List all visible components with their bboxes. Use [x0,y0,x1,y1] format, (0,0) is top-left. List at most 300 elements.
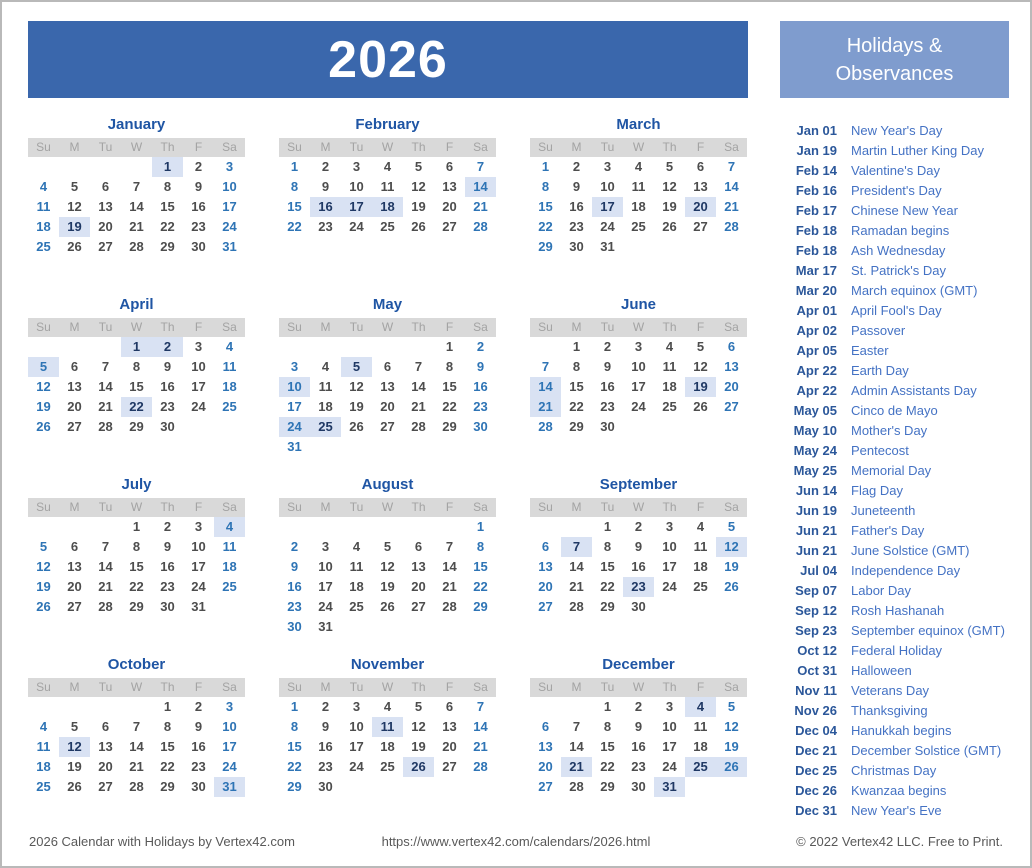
date-cell: 15 [600,739,615,754]
date-cell: 17 [287,399,302,414]
date-cell: 9 [634,539,643,554]
dow-w: W [130,320,143,334]
date-cell: 28 [473,759,488,774]
date-cell: 25 [685,757,716,777]
date-cell: 13 [442,719,457,734]
dow-m: M [571,320,582,334]
date-cell: 11 [372,717,403,737]
month-september [530,474,747,654]
month-title: April [119,296,154,313]
holiday-name: December Solstice (GMT) [851,743,1002,758]
date-cell: 16 [569,199,584,214]
date-cell: 29 [129,419,144,434]
dow-su: Su [36,140,51,154]
month-title: November [350,656,425,673]
date-cell: 24 [600,219,615,234]
date-cell: 28 [129,239,144,254]
holiday-name: Labor Day [851,583,911,598]
dow-w: W [381,320,394,334]
date-cell: 18 [318,399,333,414]
dates-grid [279,157,496,237]
holiday-name: Chinese New Year [851,203,958,218]
date-cell: 1 [445,339,454,354]
date-cell-empty [530,697,561,717]
date-cell: 15 [442,379,457,394]
holiday-row [790,121,1005,141]
date-cell: 1 [132,519,141,534]
holiday-date: Jun 19 [795,503,837,518]
date-cell: 5 [414,699,423,714]
date-cell: 2 [634,699,643,714]
holiday-date: Oct 12 [797,643,837,658]
dow-tu: Tu [98,320,113,334]
holiday-row [790,281,1005,301]
date-cell: 5 [665,159,674,174]
dow-m: M [320,500,331,514]
dow-su: Su [36,680,51,694]
date-cell: 7 [414,359,423,374]
date-cell: 25 [310,417,341,437]
holidays-observances-title: Holidays & Observances [835,34,954,85]
dow-su: Su [538,320,553,334]
date-cell: 25 [36,779,51,794]
date-cell: 19 [349,399,364,414]
dow-f: F [696,140,705,154]
date-cell: 12 [67,199,82,214]
date-cell: 19 [411,739,426,754]
date-cell: 25 [222,399,237,414]
date-cell: 17 [191,559,206,574]
date-cell: 28 [442,599,457,614]
holiday-row [790,561,1005,581]
date-cell: 17 [341,197,372,217]
holiday-date: May 24 [793,443,837,458]
holiday-row [790,301,1005,321]
dow-sa: Sa [473,140,488,154]
date-cell: 30 [569,239,584,254]
dow-w: W [632,500,645,514]
dow-f: F [194,500,203,514]
date-cell: 4 [634,159,643,174]
holiday-row [790,641,1005,661]
date-cell: 18 [631,199,646,214]
date-cell: 1 [290,699,299,714]
holiday-date: May 25 [793,463,837,478]
holiday-name: Veterans Day [851,683,930,698]
date-cell: 27 [442,219,457,234]
date-cell: 28 [538,419,553,434]
date-cell: 30 [631,599,646,614]
dow-sa: Sa [222,140,237,154]
date-cell: 26 [67,779,82,794]
date-cell: 11 [662,359,677,374]
holiday-name: President's Day [851,183,942,198]
date-cell: 26 [411,219,426,234]
dow-f: F [194,680,203,694]
date-cell: 13 [538,559,553,574]
date-cell: 10 [631,359,646,374]
date-cell: 4 [39,179,48,194]
day-of-week-header [530,498,747,517]
holiday-date: Oct 31 [797,663,837,678]
date-cell: 9 [194,719,203,734]
date-cell: 19 [662,199,677,214]
date-cell-empty [341,517,372,537]
dates-grid [530,157,747,257]
date-cell: 17 [662,559,677,574]
date-cell-empty [28,337,59,357]
date-cell: 9 [163,539,172,554]
dow-m: M [320,680,331,694]
holiday-row [790,501,1005,521]
date-cell: 18 [372,197,403,217]
date-cell: 9 [603,359,612,374]
dow-th: Th [411,140,426,154]
date-cell: 1 [163,699,172,714]
date-cell: 16 [160,379,175,394]
date-cell: 11 [36,199,51,214]
date-cell: 10 [191,359,206,374]
date-cell: 7 [132,179,141,194]
dow-sa: Sa [222,320,237,334]
dow-m: M [571,500,582,514]
holiday-date: Jun 14 [795,483,837,498]
holiday-name: Father's Day [851,523,925,538]
dow-tu: Tu [349,500,364,514]
date-cell: 3 [225,159,234,174]
date-cell: 7 [476,159,485,174]
date-cell: 21 [724,199,739,214]
date-cell: 18 [349,579,364,594]
holiday-row [790,361,1005,381]
date-cell: 15 [600,559,615,574]
date-cell: 4 [352,539,361,554]
date-cell: 27 [411,599,426,614]
date-cell: 2 [321,159,330,174]
date-cell-empty [561,517,592,537]
date-cell: 26 [36,599,51,614]
holiday-date: Feb 18 [795,243,837,258]
day-of-week-header [279,678,496,697]
date-cell: 28 [724,219,739,234]
date-cell: 22 [600,579,615,594]
holiday-date: Feb 16 [795,183,837,198]
dow-sa: Sa [473,320,488,334]
date-cell: 21 [569,579,584,594]
holiday-date: Apr 02 [796,323,837,338]
date-cell: 14 [442,559,457,574]
holiday-name: Memorial Day [851,463,932,478]
holiday-date: Dec 21 [795,743,837,758]
dow-su: Su [287,320,302,334]
dates-grid [28,337,245,437]
holiday-date: Dec 31 [795,803,837,818]
date-cell: 8 [476,539,485,554]
holiday-row [790,541,1005,561]
holiday-name: Federal Holiday [851,643,943,658]
date-cell: 8 [603,719,612,734]
date-cell: 24 [222,219,237,234]
date-cell: 9 [321,179,330,194]
date-cell: 17 [191,379,206,394]
date-cell: 20 [67,399,82,414]
date-cell: 21 [530,397,561,417]
holiday-date: Apr 01 [796,303,837,318]
date-cell: 25 [380,219,395,234]
holiday-date: Jan 19 [796,143,837,158]
date-cell: 6 [445,159,454,174]
dow-sa: Sa [473,500,488,514]
date-cell: 29 [129,599,144,614]
date-cell: 19 [411,199,426,214]
date-cell-empty [28,697,59,717]
date-cell: 25 [631,219,646,234]
dow-tu: Tu [98,680,113,694]
dow-w: W [632,320,645,334]
dates-grid [279,517,496,637]
date-cell: 12 [662,179,677,194]
dow-m: M [69,320,80,334]
date-cell: 2 [163,519,172,534]
date-cell: 1 [541,159,550,174]
holiday-date: Feb 18 [795,223,837,238]
date-cell: 8 [163,719,172,734]
date-cell: 23 [318,759,333,774]
dow-w: W [130,500,143,514]
date-cell: 7 [727,159,736,174]
date-cell: 3 [352,699,361,714]
date-cell: 7 [101,539,110,554]
date-cell: 10 [279,377,310,397]
month-july [28,474,245,654]
day-of-week-header [279,498,496,517]
date-cell: 2 [634,519,643,534]
dow-tu: Tu [349,140,364,154]
month-title: March [616,116,661,133]
date-cell: 7 [132,719,141,734]
date-cell: 20 [98,219,113,234]
date-cell: 28 [129,779,144,794]
date-cell: 25 [222,579,237,594]
date-cell: 1 [603,519,612,534]
dow-f: F [194,320,203,334]
date-cell: 18 [36,759,51,774]
date-cell: 6 [383,359,392,374]
holiday-name: June Solstice (GMT) [851,543,970,558]
dow-sa: Sa [724,320,739,334]
dow-w: W [381,500,394,514]
date-cell: 30 [318,779,333,794]
day-of-week-header [530,678,747,697]
holiday-row [790,781,1005,801]
date-cell: 7 [445,539,454,554]
date-cell: 26 [403,757,434,777]
holiday-name: Hanukkah begins [851,723,952,738]
date-cell-empty [121,157,152,177]
dates-grid [28,157,245,257]
date-cell: 16 [473,379,488,394]
holiday-row [790,441,1005,461]
date-cell: 31 [287,439,302,454]
holiday-row [790,161,1005,181]
date-cell: 18 [693,739,708,754]
dow-th: Th [160,680,175,694]
date-cell: 13 [724,359,739,374]
date-cell: 2 [194,159,203,174]
dow-tu: Tu [600,140,615,154]
date-cell: 22 [160,759,175,774]
holiday-name: Flag Day [851,483,904,498]
date-cell: 19 [36,399,51,414]
date-cell: 7 [541,359,550,374]
holiday-name: September equinox (GMT) [851,623,1005,638]
date-cell: 29 [287,779,302,794]
holiday-date: Nov 26 [794,703,837,718]
date-cell: 17 [349,739,364,754]
date-cell: 5 [696,339,705,354]
holiday-row [790,201,1005,221]
holiday-date: Jun 21 [795,543,837,558]
holiday-row [790,761,1005,781]
date-cell: 20 [685,197,716,217]
dow-su: Su [538,680,553,694]
holiday-name: New Year's Eve [851,803,942,818]
date-cell: 15 [160,739,175,754]
date-cell: 6 [414,539,423,554]
date-cell: 27 [538,779,553,794]
month-may [279,294,496,474]
date-cell: 12 [36,379,51,394]
holidays-observances-banner [780,21,1009,98]
dow-m: M [571,680,582,694]
date-cell: 15 [129,379,144,394]
date-cell: 31 [654,777,685,797]
dow-m: M [571,140,582,154]
date-cell: 4 [383,159,392,174]
holiday-name: Earth Day [851,363,909,378]
date-cell: 4 [685,697,716,717]
date-cell: 26 [349,419,364,434]
date-cell: 12 [380,559,395,574]
month-title: September [599,476,678,493]
date-cell: 28 [98,599,113,614]
date-cell: 2 [194,699,203,714]
date-cell: 31 [214,777,245,797]
dates-grid [530,697,747,797]
month-november [279,654,496,834]
date-cell-empty [372,337,403,357]
date-cell: 17 [222,199,237,214]
date-cell: 13 [380,379,395,394]
date-cell: 9 [476,359,485,374]
dates-grid [279,697,496,797]
dow-tu: Tu [98,140,113,154]
date-cell: 15 [473,559,488,574]
date-cell: 3 [603,159,612,174]
date-cell: 10 [318,559,333,574]
date-cell: 11 [222,359,237,374]
holiday-name: Ash Wednesday [851,243,946,258]
date-cell: 30 [160,419,175,434]
dow-f: F [696,500,705,514]
holiday-date: Sep 23 [795,623,837,638]
dow-f: F [696,320,705,334]
date-cell: 16 [287,579,302,594]
month-january [28,114,245,294]
date-cell: 17 [592,197,623,217]
day-of-week-header [530,318,747,337]
date-cell: 12 [411,719,426,734]
holiday-name: Easter [851,343,889,358]
date-cell: 14 [129,739,144,754]
date-cell: 5 [70,719,79,734]
date-cell: 20 [442,739,457,754]
holiday-name: April Fool's Day [851,303,942,318]
holiday-date: Jul 04 [800,563,837,578]
date-cell: 24 [662,579,677,594]
date-cell: 21 [442,579,457,594]
date-cell: 11 [380,179,395,194]
date-cell: 11 [349,559,364,574]
date-cell: 1 [476,519,485,534]
date-cell: 29 [569,419,584,434]
dow-f: F [696,680,705,694]
date-cell-empty [561,697,592,717]
date-cell: 23 [160,399,175,414]
holiday-row [790,401,1005,421]
holiday-name: Christmas Day [851,763,937,778]
date-cell: 31 [191,599,206,614]
date-cell: 22 [569,399,584,414]
holiday-row [790,261,1005,281]
holiday-row [790,801,1005,821]
date-cell: 16 [318,739,333,754]
holiday-date: Jun 21 [795,523,837,538]
date-cell: 26 [36,419,51,434]
holiday-name: St. Patrick's Day [851,263,946,278]
month-title: July [121,476,152,493]
date-cell-empty [341,337,372,357]
date-cell: 23 [631,759,646,774]
dow-m: M [69,500,80,514]
date-cell: 27 [98,779,113,794]
date-cell: 10 [191,539,206,554]
date-cell: 17 [631,379,646,394]
date-cell: 16 [160,559,175,574]
dow-sa: Sa [473,680,488,694]
date-cell: 15 [287,739,302,754]
date-cell-empty [59,697,90,717]
holiday-name: Cinco de Mayo [851,403,938,418]
date-cell: 24 [349,759,364,774]
date-cell: 13 [67,379,82,394]
date-cell: 25 [662,399,677,414]
date-cell: 26 [716,757,747,777]
date-cell: 5 [39,539,48,554]
date-cell: 27 [538,599,553,614]
date-cell: 22 [473,579,488,594]
date-cell: 30 [191,239,206,254]
dow-tu: Tu [349,680,364,694]
dow-f: F [194,140,203,154]
holiday-name: Mother's Day [851,423,928,438]
dow-th: Th [411,680,426,694]
date-cell: 22 [538,219,553,234]
date-cell: 11 [222,539,237,554]
date-cell: 24 [631,399,646,414]
holiday-date: Jan 01 [796,123,837,138]
date-cell: 14 [569,739,584,754]
